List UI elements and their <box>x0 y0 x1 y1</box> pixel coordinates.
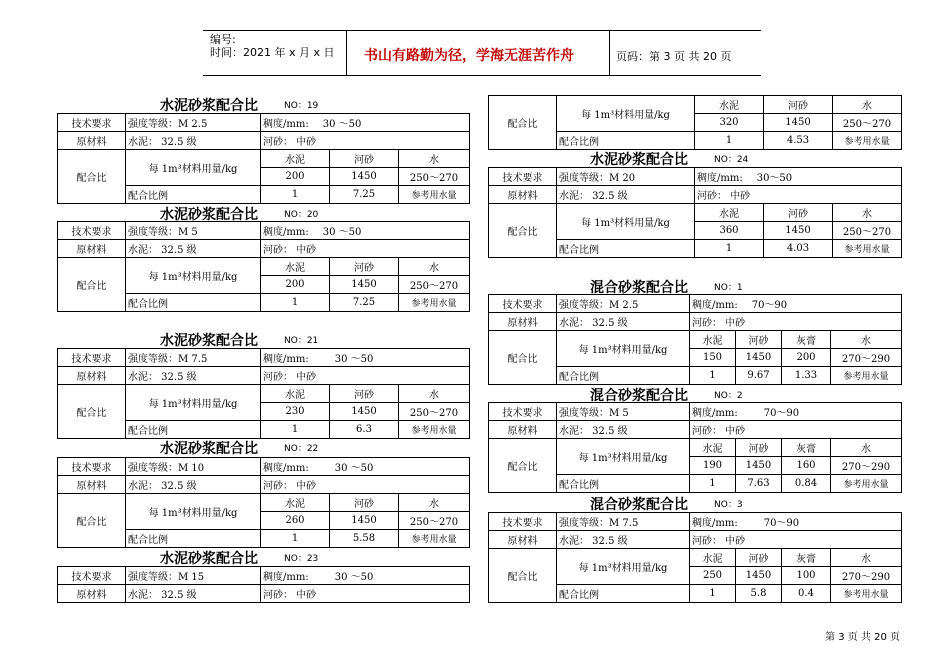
cell-value: 1450 <box>736 457 782 475</box>
ratio-label: 配合比例 <box>557 475 690 493</box>
mix-table-21 <box>57 348 470 439</box>
table-row <box>489 295 902 313</box>
cell-value: 270～290 <box>831 457 902 475</box>
col-header: 河砂 <box>764 96 833 114</box>
col-header: 河砂 <box>736 439 782 457</box>
water-ref: 参考用水量 <box>831 585 902 603</box>
consistency-cell <box>695 168 902 186</box>
ratio-label: 配合比例 <box>557 132 695 150</box>
cell-value: 250～270 <box>399 276 470 294</box>
row-label: 配合比 <box>489 439 557 493</box>
consistency-value: 30～50 <box>756 173 793 184</box>
cell-value: 320 <box>695 114 764 132</box>
cell-value: 0.4 <box>782 585 831 603</box>
table-row <box>489 549 902 567</box>
per-m3-label: 每 1m³材料用量/kg <box>126 385 261 421</box>
table-row <box>489 313 902 331</box>
page-footer: 第 3 页 共 20 页 <box>825 632 900 643</box>
col-header: 水 <box>399 258 470 276</box>
mix-table-continued <box>488 95 902 150</box>
cell-value: 9.67 <box>736 367 782 385</box>
consistency-label: 稠度/mm: <box>263 227 309 238</box>
sand-spec: 河砂： 中砂 <box>261 367 470 385</box>
row-label: 原材料 <box>58 585 126 603</box>
mixed-table-2 <box>488 402 902 493</box>
col-header: 河砂 <box>330 258 399 276</box>
col-header: 水泥 <box>261 258 330 276</box>
header-top-rule <box>203 30 761 31</box>
col-header: 水 <box>833 204 902 222</box>
row-label: 配合比 <box>489 331 557 385</box>
consistency-label: 稠度/mm: <box>697 173 743 184</box>
block-number: NO：2 <box>714 391 743 401</box>
table-row <box>489 204 902 222</box>
cell-value: 1450 <box>736 349 782 367</box>
per-m3-label: 每 1m³材料用量/kg <box>557 96 695 132</box>
strength-cell: 强度等级：M 5 <box>126 222 261 240</box>
cement-spec: 水泥： 32.5 级 <box>557 421 690 439</box>
block-title-24 <box>590 149 748 169</box>
per-m3-label: 每 1m³材料用量/kg <box>126 258 261 294</box>
table-row <box>489 168 902 186</box>
block-title-19 <box>160 95 318 115</box>
consistency-cell <box>690 403 902 421</box>
row-label: 原材料 <box>489 531 557 549</box>
block-number: NO：1 <box>714 283 743 293</box>
cell-value: 360 <box>695 222 764 240</box>
header-divider-right <box>609 30 610 76</box>
table-row <box>489 513 902 531</box>
per-m3-label: 每 1m³材料用量/kg <box>557 549 690 585</box>
col-header: 水 <box>399 150 470 168</box>
per-m3-label: 每 1m³材料用量/kg <box>557 204 695 240</box>
block-number: NO：22 <box>284 444 319 454</box>
consistency-label: 稠度/mm: <box>263 119 309 130</box>
water-ref: 参考用水量 <box>833 132 902 150</box>
per-m3-label: 每 1m³材料用量/kg <box>126 494 261 530</box>
table-row <box>489 439 902 457</box>
col-header: 水 <box>831 331 902 349</box>
row-label: 技术要求 <box>58 222 126 240</box>
ratio-label: 配合比例 <box>557 240 695 258</box>
ratio-label: 配合比例 <box>126 294 261 312</box>
cell-value: 1 <box>261 186 330 204</box>
consistency-cell <box>690 513 902 531</box>
strength-cell: 强度等级：M 5 <box>557 403 690 421</box>
row-label: 技术要求 <box>489 513 557 531</box>
table-row <box>58 114 470 132</box>
strength-cell: 强度等级：M 10 <box>126 458 261 476</box>
consistency-value: 70～90 <box>763 408 800 419</box>
cell-value: 150 <box>690 349 736 367</box>
col-header: 水泥 <box>690 439 736 457</box>
cement-spec: 水泥： 32.5 级 <box>126 585 261 603</box>
cell-value: 1450 <box>330 403 399 421</box>
sand-spec: 河砂： 中砂 <box>690 421 902 439</box>
header-time-label: 时间：2021 年 x 月 x 日 <box>210 46 335 59</box>
consistency-label: 稠度/mm: <box>263 354 309 365</box>
cement-spec: 水泥： 32.5 级 <box>557 531 690 549</box>
cell-value: 1450 <box>764 222 833 240</box>
mix-table-22 <box>57 457 470 548</box>
cell-value: 5.58 <box>330 530 399 548</box>
ratio-label: 配合比例 <box>126 186 261 204</box>
table-row <box>489 186 902 204</box>
cell-value: 6.3 <box>330 421 399 439</box>
water-ref: 参考用水量 <box>399 294 470 312</box>
table-row <box>58 258 470 276</box>
table-row <box>58 385 470 403</box>
consistency-cell <box>261 114 470 132</box>
strength-cell: 强度等级：M 15 <box>126 567 261 585</box>
mix-table-19 <box>57 113 470 204</box>
table-row <box>58 567 470 585</box>
row-label: 配合比 <box>58 150 126 204</box>
cement-spec: 水泥： 32.5 级 <box>126 367 261 385</box>
cell-value: 1 <box>695 240 764 258</box>
cement-spec: 水泥： 32.5 级 <box>557 186 695 204</box>
water-ref: 参考用水量 <box>831 367 902 385</box>
block-title-text: 水泥砂浆配合比 <box>590 152 688 168</box>
cell-value: 1450 <box>330 276 399 294</box>
strength-cell: 强度等级：M 7.5 <box>557 513 690 531</box>
col-header: 河砂 <box>736 331 782 349</box>
consistency-value: 30 ～50 <box>334 354 374 365</box>
cell-value: 1450 <box>330 512 399 530</box>
block-number: NO：23 <box>284 554 319 564</box>
header-motto: 书山有路勤为径，学海无涯苦作舟 <box>364 48 574 64</box>
row-label: 配合比 <box>489 204 557 258</box>
block-number: NO：21 <box>284 336 319 346</box>
block-title-text: 水泥砂浆配合比 <box>160 551 258 567</box>
cell-value: 200 <box>261 168 330 186</box>
per-m3-label: 每 1m³材料用量/kg <box>126 150 261 186</box>
consistency-cell <box>261 222 470 240</box>
consistency-value: 70～90 <box>751 300 788 311</box>
ratio-label: 配合比例 <box>557 585 690 603</box>
consistency-label: 稠度/mm: <box>692 300 738 311</box>
mix-table-23 <box>57 566 470 603</box>
consistency-cell <box>261 458 470 476</box>
block-title-text: 水泥砂浆配合比 <box>160 207 258 223</box>
ratio-label: 配合比例 <box>126 421 261 439</box>
consistency-value: 70～90 <box>763 518 800 529</box>
water-ref: 参考用水量 <box>399 186 470 204</box>
consistency-cell <box>261 567 470 585</box>
col-header: 水 <box>399 494 470 512</box>
cell-value: 100 <box>782 567 831 585</box>
cell-value: 270～290 <box>831 349 902 367</box>
cell-value: 270～290 <box>831 567 902 585</box>
cell-value: 1 <box>690 367 736 385</box>
table-row <box>489 403 902 421</box>
header-code-label: 编号: <box>210 33 236 46</box>
col-header: 灰膏 <box>782 549 831 567</box>
col-header: 河砂 <box>330 494 399 512</box>
water-ref: 参考用水量 <box>831 475 902 493</box>
cement-spec: 水泥： 32.5 级 <box>126 240 261 258</box>
block-title-text: 混合砂浆配合比 <box>590 280 688 296</box>
cell-value: 190 <box>690 457 736 475</box>
col-header: 灰膏 <box>782 331 831 349</box>
ratio-label: 配合比例 <box>126 530 261 548</box>
row-label: 配合比 <box>58 385 126 439</box>
mixed-block-title-3 <box>590 494 743 514</box>
row-label: 技术要求 <box>58 114 126 132</box>
cell-value: 1 <box>690 475 736 493</box>
row-label: 技术要求 <box>489 295 557 313</box>
cement-spec: 水泥： 32.5 级 <box>126 132 261 150</box>
col-header: 水泥 <box>261 494 330 512</box>
cell-value: 260 <box>261 512 330 530</box>
per-m3-label: 每 1m³材料用量/kg <box>557 439 690 475</box>
consistency-value: 30 ～50 <box>322 119 362 130</box>
cell-value: 1 <box>261 530 330 548</box>
col-header: 水泥 <box>261 150 330 168</box>
col-header: 水泥 <box>690 331 736 349</box>
ratio-label: 配合比例 <box>557 367 690 385</box>
table-row <box>489 96 902 114</box>
consistency-value: 30 ～50 <box>334 572 374 583</box>
col-header: 河砂 <box>330 150 399 168</box>
consistency-label: 稠度/mm: <box>263 572 309 583</box>
col-header: 水泥 <box>695 96 764 114</box>
header-page-label: 页码：第 3 页 共 20 页 <box>616 50 732 63</box>
water-ref: 参考用水量 <box>399 421 470 439</box>
table-row <box>58 240 470 258</box>
cell-value: 7.25 <box>330 294 399 312</box>
row-label: 技术要求 <box>58 349 126 367</box>
cement-spec: 水泥： 32.5 级 <box>557 313 690 331</box>
block-title-22 <box>160 438 318 458</box>
row-label: 技术要求 <box>489 403 557 421</box>
cell-value: 250 <box>690 567 736 585</box>
block-title-text: 混合砂浆配合比 <box>590 388 688 404</box>
cell-value: 230 <box>261 403 330 421</box>
row-label: 原材料 <box>489 313 557 331</box>
col-header: 河砂 <box>330 385 399 403</box>
strength-cell: 强度等级：M 2.5 <box>126 114 261 132</box>
strength-cell: 强度等级：M 7.5 <box>126 349 261 367</box>
consistency-value: 30 ～50 <box>334 463 374 474</box>
row-label: 原材料 <box>58 476 126 494</box>
cell-value: 1 <box>695 132 764 150</box>
col-header: 水泥 <box>690 549 736 567</box>
block-number: NO：24 <box>714 155 749 165</box>
consistency-value: 30 ～50 <box>322 227 362 238</box>
col-header: 水 <box>399 385 470 403</box>
mixed-table-1 <box>488 294 902 385</box>
table-row <box>58 494 470 512</box>
header-bottom-rule <box>203 75 761 76</box>
cell-value: 4.03 <box>764 240 833 258</box>
sand-spec: 河砂： 中砂 <box>261 240 470 258</box>
col-header: 水 <box>831 549 902 567</box>
block-title-23 <box>160 548 318 568</box>
sand-spec: 河砂： 中砂 <box>690 531 902 549</box>
cell-value: 250～270 <box>399 512 470 530</box>
cell-value: 0.84 <box>782 475 831 493</box>
block-title-21 <box>160 330 318 350</box>
cell-value: 7.63 <box>736 475 782 493</box>
sand-spec: 河砂： 中砂 <box>690 313 902 331</box>
block-title-text: 水泥砂浆配合比 <box>160 333 258 349</box>
table-row <box>489 421 902 439</box>
header-divider-left <box>346 30 347 76</box>
table-row <box>58 585 470 603</box>
consistency-cell <box>261 349 470 367</box>
cell-value: 7.25 <box>330 186 399 204</box>
row-label: 配合比 <box>489 549 557 603</box>
strength-cell: 强度等级：M 20 <box>557 168 695 186</box>
cell-value: 250～270 <box>399 403 470 421</box>
cell-value: 1450 <box>736 567 782 585</box>
block-number: NO：19 <box>284 101 319 111</box>
table-row <box>58 132 470 150</box>
block-title-text: 混合砂浆配合比 <box>590 497 688 513</box>
cell-value: 250～270 <box>399 168 470 186</box>
mix-table-24 <box>488 167 902 258</box>
sand-spec: 河砂： 中砂 <box>261 585 470 603</box>
cell-value: 250～270 <box>833 114 902 132</box>
col-header: 灰膏 <box>782 439 831 457</box>
cell-value: 200 <box>261 276 330 294</box>
sand-spec: 河砂： 中砂 <box>695 186 902 204</box>
cell-value: 1.33 <box>782 367 831 385</box>
table-row <box>58 150 470 168</box>
col-header: 水 <box>833 96 902 114</box>
cell-value: 1 <box>261 294 330 312</box>
cell-value: 4.53 <box>764 132 833 150</box>
row-label: 技术要求 <box>489 168 557 186</box>
row-label: 配合比 <box>58 494 126 548</box>
table-row <box>489 331 902 349</box>
table-row <box>58 458 470 476</box>
table-row <box>58 222 470 240</box>
col-header: 水泥 <box>261 385 330 403</box>
per-m3-label: 每 1m³材料用量/kg <box>557 331 690 367</box>
row-label: 技术要求 <box>58 567 126 585</box>
consistency-label: 稠度/mm: <box>692 518 738 529</box>
block-number: NO：3 <box>714 500 743 510</box>
col-header: 水 <box>831 439 902 457</box>
row-label: 原材料 <box>58 240 126 258</box>
sand-spec: 河砂： 中砂 <box>261 132 470 150</box>
table-row <box>58 367 470 385</box>
block-title-text: 水泥砂浆配合比 <box>160 98 258 114</box>
consistency-cell <box>690 295 902 313</box>
table-row <box>58 476 470 494</box>
block-number: NO：20 <box>284 210 319 220</box>
row-label: 技术要求 <box>58 458 126 476</box>
row-label: 原材料 <box>489 421 557 439</box>
row-label: 原材料 <box>489 186 557 204</box>
consistency-label: 稠度/mm: <box>263 463 309 474</box>
row-label: 原材料 <box>58 132 126 150</box>
cell-value: 1450 <box>764 114 833 132</box>
row-label: 配合比 <box>58 258 126 312</box>
mix-table-20 <box>57 221 470 312</box>
cell-value: 200 <box>782 349 831 367</box>
water-ref: 参考用水量 <box>833 240 902 258</box>
sand-spec: 河砂： 中砂 <box>261 476 470 494</box>
col-header: 河砂 <box>736 549 782 567</box>
col-header: 水泥 <box>695 204 764 222</box>
cell-value: 160 <box>782 457 831 475</box>
row-label: 原材料 <box>58 367 126 385</box>
cement-spec: 水泥： 32.5 级 <box>126 476 261 494</box>
cell-value: 1 <box>261 421 330 439</box>
col-header: 河砂 <box>764 204 833 222</box>
consistency-label: 稠度/mm: <box>692 408 738 419</box>
cell-value: 5.8 <box>736 585 782 603</box>
cell-value: 250～270 <box>833 222 902 240</box>
block-title-text: 水泥砂浆配合比 <box>160 441 258 457</box>
table-row <box>58 349 470 367</box>
table-row <box>489 531 902 549</box>
water-ref: 参考用水量 <box>399 530 470 548</box>
cell-value: 1 <box>690 585 736 603</box>
row-label: 配合比 <box>489 96 557 150</box>
strength-cell: 强度等级：M 2.5 <box>557 295 690 313</box>
mixed-table-3 <box>488 512 902 603</box>
cell-value: 1450 <box>330 168 399 186</box>
